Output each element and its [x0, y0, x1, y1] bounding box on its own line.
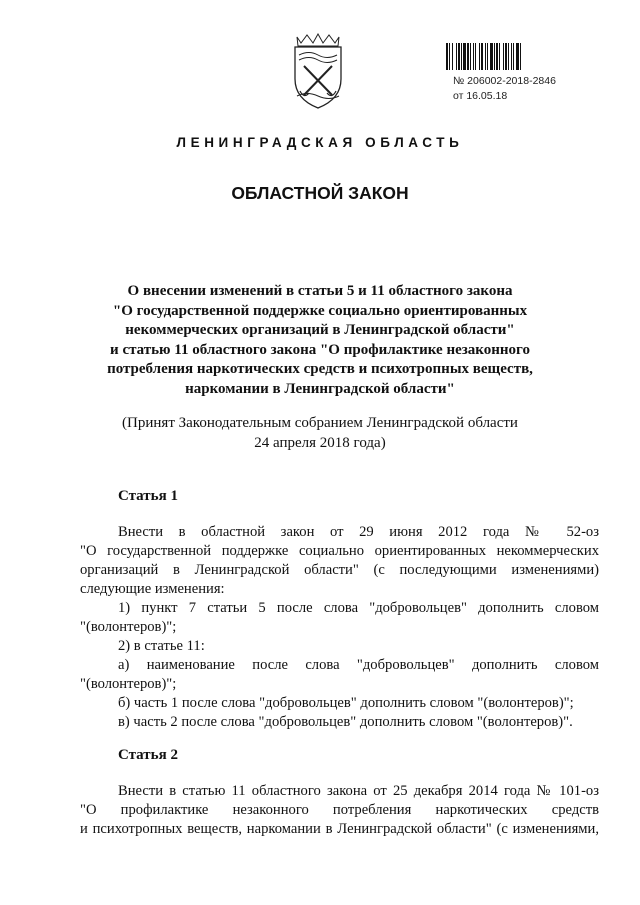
article-2-line: и психотропных веществ, наркомании в Ленинградской области" (с изменениями,	[80, 821, 599, 837]
article-1-line: 1) пункт 7 статьи 5 после слова "добровольцев" дополнить словом	[118, 600, 599, 616]
article-1-line: б) часть 1 после слова "добровольцев" дополнить словом "(волонтеров)";	[118, 695, 574, 711]
article-1-line: организаций в Ленинградской области" (с последующими изменениями)	[80, 562, 599, 578]
article-1-heading: Статья 1	[118, 488, 178, 504]
article-2-heading: Статья 2	[118, 747, 178, 763]
article-1-line: "(волонтеров)";	[80, 676, 177, 692]
article-1-line: а) наименование после слова "добровольцев" дополнить словом	[118, 657, 599, 673]
registration-date: от 16.05.18	[453, 90, 508, 102]
coat-of-arms-emblem	[287, 33, 349, 111]
article-1-line: 2) в статье 11:	[118, 638, 205, 654]
article-1-line: "О государственной поддержке социально ориентированных некоммерческих	[80, 543, 599, 559]
title-line: и статью 11 областного закона "О профилактике незаконного	[110, 341, 530, 358]
article-1-line: Внести в областной закон от 29 июня 2012 года № 52-оз	[118, 524, 599, 540]
registration-number: № 206002-2018-2846	[453, 75, 556, 87]
title-line: "О государственной поддержке социально ориентированных	[112, 302, 528, 319]
adoption-note	[80, 414, 560, 453]
title-line: наркомании в Ленинградской области"	[185, 380, 455, 397]
article-2-line: Внести в статью 11 областного закона от 25 декабря 2014 года № 101-оз	[118, 783, 599, 799]
article-1-line: следующие изменения:	[80, 581, 225, 597]
title-line: некоммерческих организаций в Ленинградской области"	[125, 322, 515, 339]
article-2-line: "О профилактике незаконного потребления наркотических средств	[80, 802, 599, 818]
article-1-line: "(волонтеров)";	[80, 619, 177, 635]
adoption-line: 24 апреля 2018 года)	[254, 434, 386, 451]
region-name: ЛЕНИНГРАДСКАЯ ОБЛАСТЬ	[176, 135, 464, 150]
document-type: ОБЛАСТНОЙ ЗАКОН	[231, 183, 409, 203]
title-line: О внесении изменений в статьи 5 и 11 областного закона	[127, 283, 513, 299]
law-title	[80, 282, 560, 400]
adoption-line: (Принят Законодательным собранием Ленинградской области	[122, 415, 518, 431]
title-line: потребления наркотических средств и психотропных веществ,	[107, 361, 533, 378]
barcode	[446, 43, 566, 70]
article-1-line: в) часть 2 после слова "добровольцев" дополнить словом "(волонтеров)".	[118, 714, 573, 730]
